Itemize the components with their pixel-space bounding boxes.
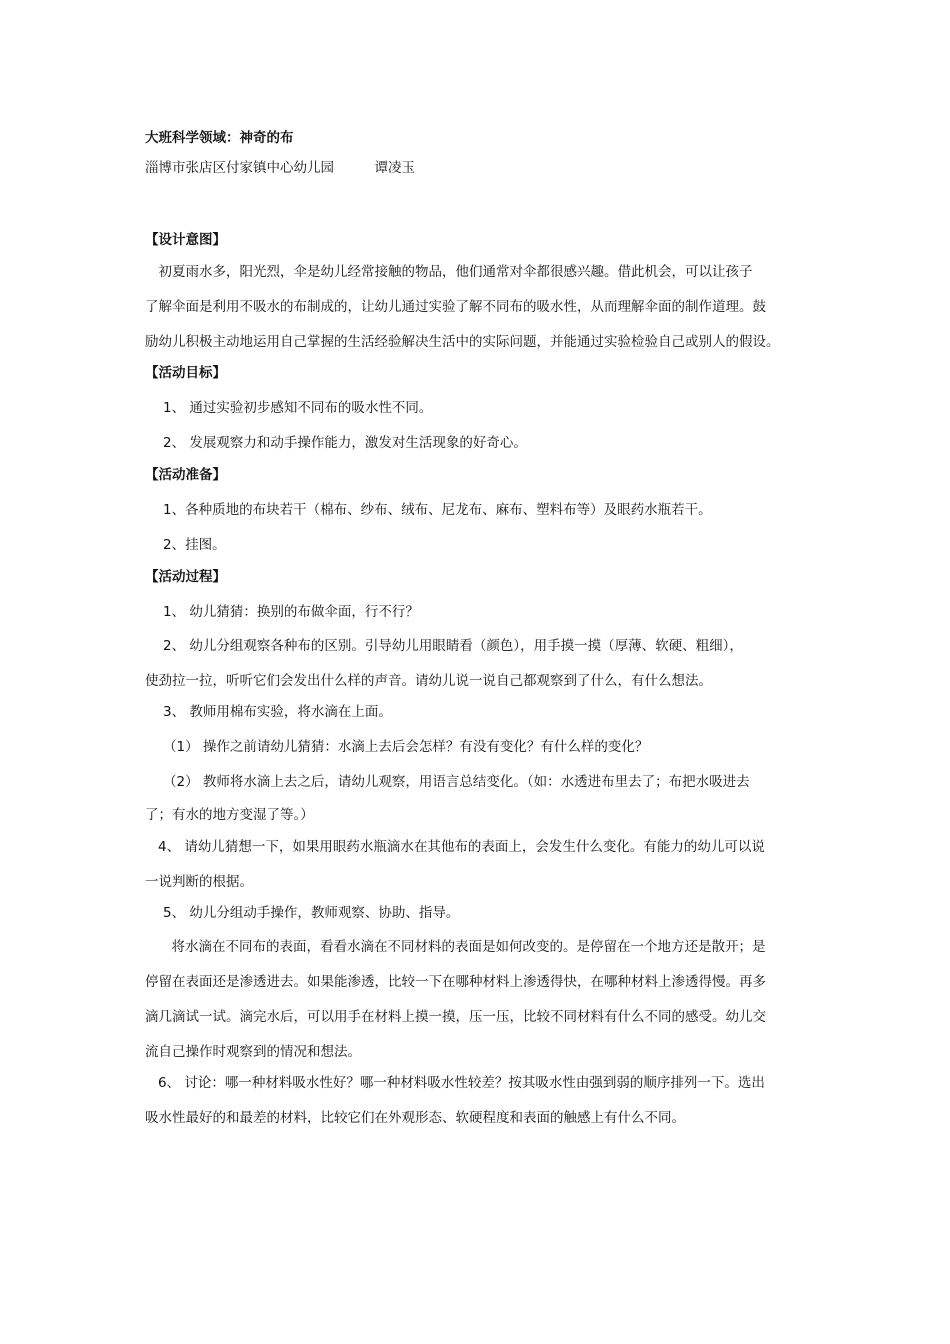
prep-item: 2、挂图。 — [163, 537, 226, 553]
process-substep: （1） 操作之前请幼儿猜猜：水滴上去后会怎样？有没有变化？有什么样的变化？ — [163, 739, 649, 755]
process-substep-continuation: 了；有水的地方变湿了等。） — [145, 807, 314, 823]
process-substep: （2） 教师将水滴上去之后，请幼儿观察，用语言总结变化。（如：水透进布里去了；布把水吸进去 — [163, 774, 750, 790]
process-step-detail-line: 停留在表面还是渗透进去。如果能渗透，比较一下在哪种材料上渗透得快，在哪种材料上渗透得慢。再多 — [145, 974, 766, 990]
process-step-detail-line: 滴几滴试一试。滴完水后，可以用手在材料上摸一摸，压一压，比较不同材料有什么不同的感受。幼儿交 — [145, 1009, 766, 1025]
activity-goals-heading: 【活动目标】 — [145, 365, 226, 381]
design-intent-paragraph-line: 励幼儿积极主动地运用自己掌握的生活经验解决生活中的实际问题，并能通过实验检验自己或别人的假设。 — [145, 334, 780, 350]
process-step: 6、 讨论：哪一种材料吸水性好？哪一种材料吸水性较差？按其吸水性由强到弱的顺序排列一下。选出 — [158, 1075, 765, 1091]
process-step-detail-line: 将水滴在不同布的表面，看看水滴在不同材料的表面是如何改变的。是停留在一个地方还是散开；是 — [158, 939, 766, 955]
design-intent-paragraph-line: 了解伞面是利用不吸水的布制成的，让幼儿通过实验了解不同布的吸水性，从而理解伞面的制作道理。鼓 — [145, 299, 766, 315]
activity-process-heading: 【活动过程】 — [145, 569, 226, 585]
goal-item: 2、 发展观察力和动手操作能力，激发对生活现象的好奇心。 — [163, 435, 527, 451]
process-step: 4、 请幼儿猜想一下，如果用眼药水瓶滴水在其他布的表面上，会发生什么变化。有能力的幼儿可以说 — [158, 839, 765, 855]
process-step-continuation: 一说判断的根据。 — [145, 874, 253, 890]
document-title: 大班科学领域：神奇的布 — [145, 130, 294, 146]
goal-item: 1、 通过实验初步感知不同布的吸水性不同。 — [163, 400, 433, 416]
process-step-continuation: 吸水性最好的和最差的材料，比较它们在外观形态、软硬程度和表面的触感上有什么不同。 — [145, 1110, 685, 1126]
process-step: 2、 幼儿分组观察各种布的区别。引导幼儿用眼睛看（颜色），用手摸一摸（厚薄、软硬、粗细）， — [163, 638, 743, 654]
activity-prep-heading: 【活动准备】 — [145, 467, 226, 483]
process-step: 3、 教师用棉布实验，将水滴在上面。 — [163, 704, 392, 720]
design-intent-paragraph-line: 初夏雨水多，阳光烈，伞是幼儿经常接触的物品，他们通常对伞都很感兴趣。借此机会，可以让孩子 — [145, 264, 753, 280]
process-step: 5、 幼儿分组动手操作，教师观察、协助、指导。 — [163, 905, 460, 921]
process-step: 1、 幼儿猜猜：换别的布做伞面，行不行？ — [163, 604, 419, 620]
author-line: 淄博市张店区付家镇中心幼儿园 谭凌玉 — [145, 160, 415, 176]
design-intent-heading: 【设计意图】 — [145, 232, 226, 248]
prep-item: 1、各种质地的布块若干（棉布、纱布、绒布、尼龙布、麻布、塑料布等）及眼药水瓶若干。 — [163, 502, 712, 518]
process-step-continuation: 使劲拉一拉，听听它们会发出什么样的声音。请幼儿说一说自己都观察到了什么，有什么想法。 — [145, 673, 712, 689]
process-step-detail-line: 流自己操作时观察到的情况和想法。 — [145, 1044, 361, 1060]
